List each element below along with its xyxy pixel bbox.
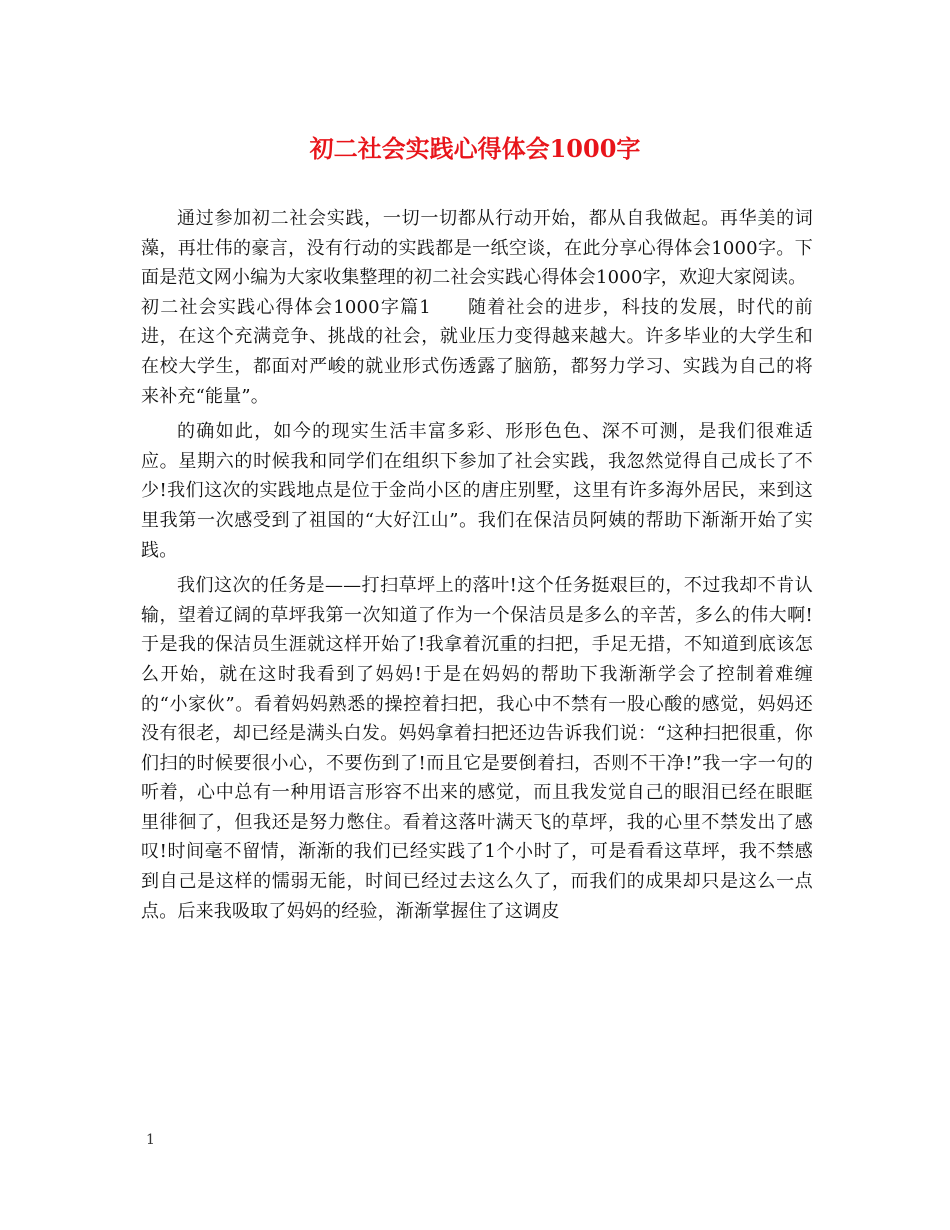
section-first-paragraph: 随着社会的进步，科技的发展，时代的前进，在这个充满竞争、挑战的社会，就业压力变得越来越大。许多毕业的大学生和在校大学生，都面对严峻的就业形式伤透露了脑筋，都努力学习、实践为自己的将来补充“能量”。 [141, 296, 813, 407]
document-body [141, 204, 813, 926]
body-paragraph-2: 的确如此，如今的现实生活丰富多彩、形形色色、深不可测，是我们很难适应。星期六的时候我和同学们在组织下参加了社会实践，我忽然觉得自己成长了不少!我们这次的实践地点是位于金尚小区的唐庄别墅，这里有许多海外居民，来到这里我第一次感受到了祖国的“大好江山”。我们在保洁员阿姨的帮助下渐渐开始了实践。 [141, 421, 813, 561]
section-heading: 初二社会实践心得体会1000字篇1 [141, 296, 431, 318]
intro-paragraph: 通过参加初二社会实践，一切一切都从行动开始，都从自我做起。再华美的词藻，再壮伟的豪言，没有行动的实践都是一纸空谈，在此分享心得体会1000字。下面是范文网小编为大家收集整理的初二社会实践心得体会1000字，欢迎大家阅读。 [141, 208, 813, 289]
body-paragraph-3: 我们这次的任务是——打扫草坪上的落叶!这个任务挺艰巨的，不过我却不肯认输，望着辽阔的草坪我第一次知道了作为一个保洁员是多么的辛苦，多么的伟大啊!于是我的保洁员生涯就这样开始了!我拿着沉重的扫把，手足无措，不知道到底该怎么开始，就在这时我看到了妈妈!于是在妈妈的帮助下我渐渐学会了控制着难缠的“小家伙”。看着妈妈熟悉的操控着扫把，我心中不禁有一股心酸的感觉，妈妈还没有很老，却已经是满头白发。妈妈拿着扫把还边告诉我们说：“这种扫把很重，你们扫的时候要很小心，不要伤到了!而且它是要倒着扫，否则不干净!”我一字一句的听着，心中总有一种用语言形容不出来的感觉，而且我发觉自己的眼泪已经在眼眶里徘徊了，但我还是努力憋住。看着这落叶满天飞的草坪，我的心里不禁发出了感叹!时间毫不留情，渐渐的我们已经实践了1个小时了，可是看看这草坪，我不禁感到自己是这样的懦弱无能，时间已经过去这么久了，而我们的成果却只是这么一点点。后来我吸取了妈妈的经验，渐渐掌握住了这调皮 [141, 575, 813, 922]
document-title: 初二社会实践心得体会1000字 [309, 134, 641, 163]
section-paragraph [141, 293, 813, 411]
page-number: 1 [146, 1132, 155, 1148]
